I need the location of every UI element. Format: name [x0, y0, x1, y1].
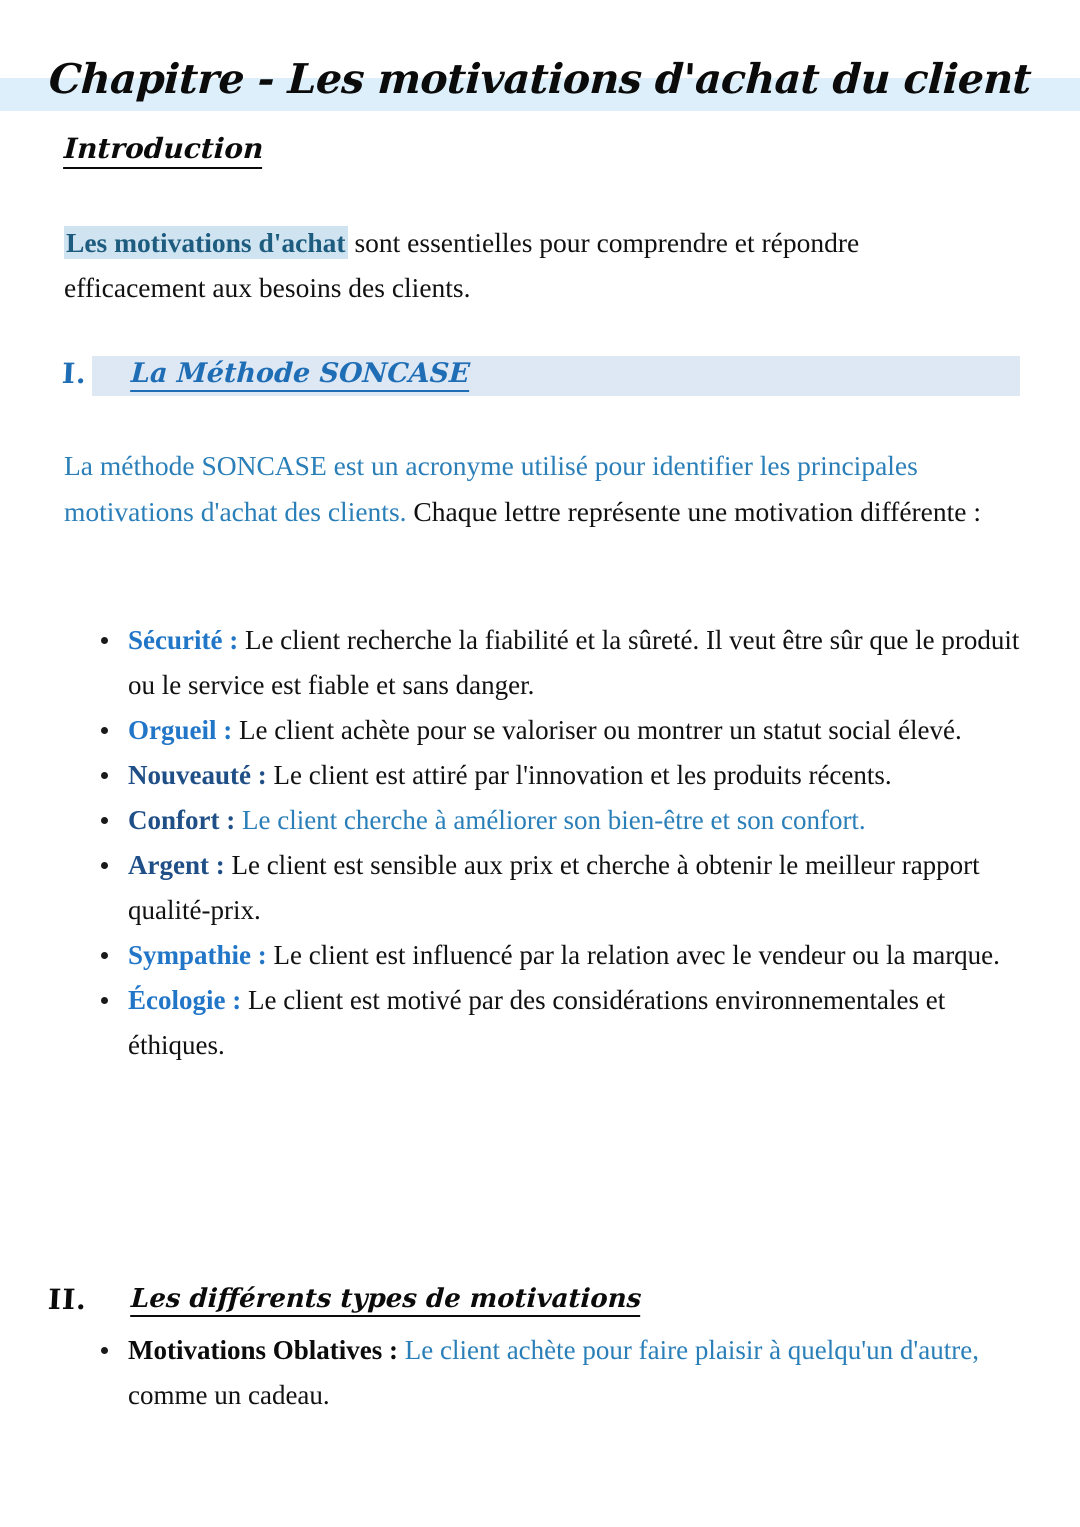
- bullet-label: Orgueil :: [128, 715, 233, 745]
- bullet-description-blue: Le client achète pour faire plaisir à quelqu'un d'autre,: [398, 1335, 979, 1365]
- soncase-lead-blue: La méthode SONCASE est un acronyme utilisé pour identifier les principales motivations d'achat des clients.: [64, 449, 918, 527]
- list-item: [96, 933, 1021, 978]
- section-two-title: Les différents types de motivations: [130, 1284, 642, 1317]
- bullet-label: Motivations Oblatives :: [128, 1335, 398, 1365]
- intro-body-text: sont essentielles pour comprendre et répondre efficacement aux besoins des clients.: [64, 226, 860, 303]
- bullet-description: Le client recherche la fiabilité et la sûreté. Il veut être sûr que le produit ou le service est fiable et sans danger.: [128, 625, 1020, 700]
- section-two-number: II.: [47, 1283, 88, 1316]
- list-item: [96, 708, 1021, 753]
- list-item: [96, 618, 1021, 708]
- list-item: [96, 753, 1021, 798]
- heading-introduction: Introduction: [63, 132, 264, 169]
- section-one-number: I.: [61, 357, 88, 390]
- section-one-title: La Méthode SONCASE: [130, 358, 471, 392]
- list-item: [96, 1328, 1021, 1418]
- soncase-bullet-list: [96, 618, 1021, 1068]
- bullet-description: Le client est influencé par la relation avec le vendeur ou la marque.: [266, 940, 1000, 970]
- intro-paragraph: [64, 220, 1004, 310]
- section-one-lead-paragraph: [64, 443, 1014, 535]
- bullet-label: Confort :: [128, 805, 236, 835]
- bullet-description-black: comme un cadeau.: [128, 1380, 330, 1410]
- bullet-label: Écologie :: [128, 985, 242, 1015]
- list-item: [96, 798, 1021, 843]
- types-bullet-list: [96, 1328, 1021, 1418]
- list-item: [96, 978, 1021, 1068]
- list-item: [96, 843, 1021, 933]
- bullet-description: Le client achète pour se valoriser ou montrer un statut social élevé.: [232, 715, 962, 745]
- bullet-description: Le client cherche à améliorer son bien-être et son confort.: [235, 805, 866, 835]
- bullet-description: Le client est attiré par l'innovation et les produits récents.: [266, 760, 892, 790]
- bullet-label: Sympathie :: [128, 940, 267, 970]
- bullet-label: Argent :: [128, 850, 225, 880]
- intro-highlighted-phrase: Les motivations d'achat: [66, 226, 346, 258]
- bullet-description: Le client est sensible aux prix et cherche à obtenir le meilleur rapport qualité-prix.: [128, 850, 980, 925]
- bullet-description: Le client est motivé par des considérations environnementales et éthiques.: [128, 985, 946, 1060]
- bullet-label: Sécurité :: [128, 625, 239, 655]
- bullet-label: Nouveauté :: [128, 760, 267, 790]
- soncase-lead-black: Chaque lettre représente une motivation différente :: [406, 495, 981, 527]
- page-title: Chapitre - Les motivations d'achat du client: [47, 55, 1033, 103]
